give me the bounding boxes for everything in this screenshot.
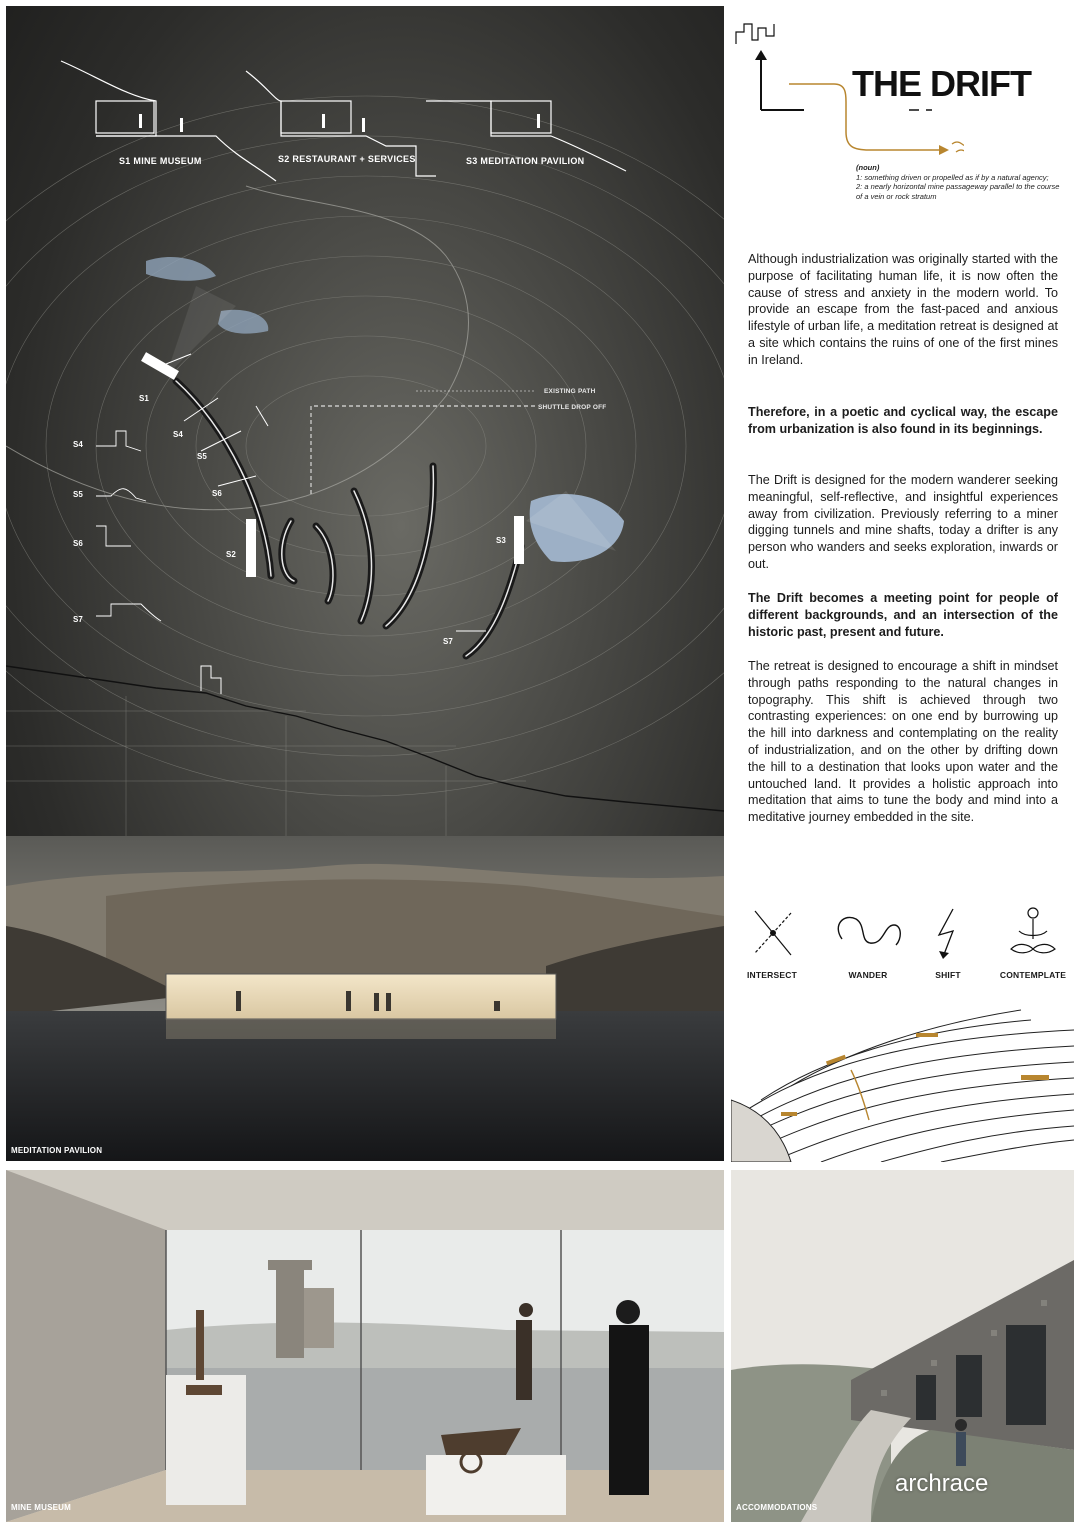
caption-accommodations: ACCOMMODATIONS [736, 1503, 818, 1512]
plan-label-s5: S5 [73, 490, 83, 499]
definition-pos: (noun) [856, 163, 880, 172]
contemplate-icon [1005, 905, 1061, 961]
wander-label: WANDER [848, 970, 888, 980]
paragraph-meeting-point: The Drift becomes a meeting point for people of different backgrounds, and an intersection of the historic past, present and future. [748, 591, 1058, 639]
intersect-icon [747, 905, 797, 961]
plan-label-s5-plan: S5 [197, 452, 207, 461]
definition-sense-2: 2: a nearly horizontal mine passageway parallel to the course of a vein or rock stratum [856, 182, 1060, 201]
shift-label: SHIFT [935, 970, 961, 980]
section-label-s1: S1 MINE MUSEUM [119, 156, 202, 166]
definition [856, 163, 1066, 201]
water-wave-icon [952, 142, 964, 154]
section-label-s2: S2 RESTAURANT + SERVICES [278, 154, 416, 164]
plan-label-s3: S3 [496, 536, 506, 545]
paragraph-intro: Although industrialization was originally started with the purpose of facilitating human life, it is now often the cause of stress and anxiety in the modern world. To provide an escape from the fast-paced and anxious lifestyle of urban life, a meditation retreat is designed at a site which contains the ruins of one of the first mines in Ireland. [748, 252, 1058, 367]
definition-sense-1: 1: something driven or propelled as if by a natural agency; [856, 172, 1049, 182]
skyline-icon [736, 24, 774, 44]
caption-meditation-pavilion: MEDITATION PAVILION [11, 1146, 103, 1155]
plan-label-s6-plan: S6 [212, 489, 222, 498]
meditation-pavilion-building [166, 974, 556, 1019]
concept-intersect [732, 905, 812, 980]
plan-label-s7-plan: S7 [443, 637, 453, 646]
paragraph-retreat: The retreat is designed to encourage a shift in mindset through paths responding to the natural changes in topography. This shift is achieved through two contrasting experiences: on one end by burrowing up the hill into darkness and contemplating on the reality of industrialization, and on the other by drifting down the hill to a destination that looks upon water and the untouched land. It provides a holistic approach into meditation that aims to tune the body and mind into a meditative journey embedded in the site. [748, 659, 1058, 825]
concept-wander [828, 905, 908, 980]
building-s2 [246, 519, 256, 577]
pavilion-reflection [166, 1019, 556, 1039]
legend-existing-path: EXISTING PATH [544, 388, 596, 395]
mine-museum-render [6, 1170, 724, 1522]
paragraph-drift: The Drift is designed for the modern wanderer seeking meaningful, self-reflective, and insightful experiences away from civilization. Previously referring to a miner digging tunnels and mine shafts, today a drifter is any person who wanders and seeks exploration, inwards or out. [748, 473, 1058, 571]
site-plan-drawing [6, 6, 724, 1161]
section-grid [6, 696, 526, 836]
long-section-line [6, 666, 724, 811]
hero-panel [6, 6, 724, 1161]
shift-icon [923, 905, 973, 961]
plan-label-s1: S1 [139, 394, 149, 403]
arrow-head-icon [755, 50, 767, 60]
topographic-model-image [731, 1000, 1074, 1162]
plan-label-s4-plan: S4 [173, 430, 183, 439]
page-title: THE DRIFT [852, 63, 1031, 104]
wander-icon [830, 905, 906, 961]
mine-chimney-section [201, 666, 221, 694]
plan-label-s2: S2 [226, 550, 236, 559]
caption-mine-museum: MINE MUSEUM [11, 1503, 71, 1512]
contemplate-label: CONTEMPLATE [999, 970, 1067, 980]
plan-label-s7: S7 [73, 615, 83, 624]
legend-shuttle-drop-off: SHUTTLE DROP OFF [538, 404, 607, 411]
view-cone-west [166, 286, 236, 376]
human-figures [139, 114, 540, 132]
building-s3 [514, 516, 524, 564]
plan-label-s4: S4 [73, 440, 83, 449]
concept-shift [908, 905, 988, 980]
section-mini-diagrams [96, 431, 161, 621]
lake-north [146, 257, 216, 281]
concept-contemplate [993, 905, 1073, 980]
watermark: archrace [895, 1470, 989, 1497]
paragraph-thesis: Therefore, in a poetic and cyclical way, the escape from urbanization is also found in its beginnings. [748, 405, 1058, 436]
intersect-label: INTERSECT [747, 970, 797, 980]
drift-path-highlights [176, 381, 521, 656]
plan-label-s6: S6 [73, 539, 83, 548]
drift-paths [176, 381, 521, 656]
section-label-s3: S3 MEDITATION PAVILION [466, 156, 585, 166]
